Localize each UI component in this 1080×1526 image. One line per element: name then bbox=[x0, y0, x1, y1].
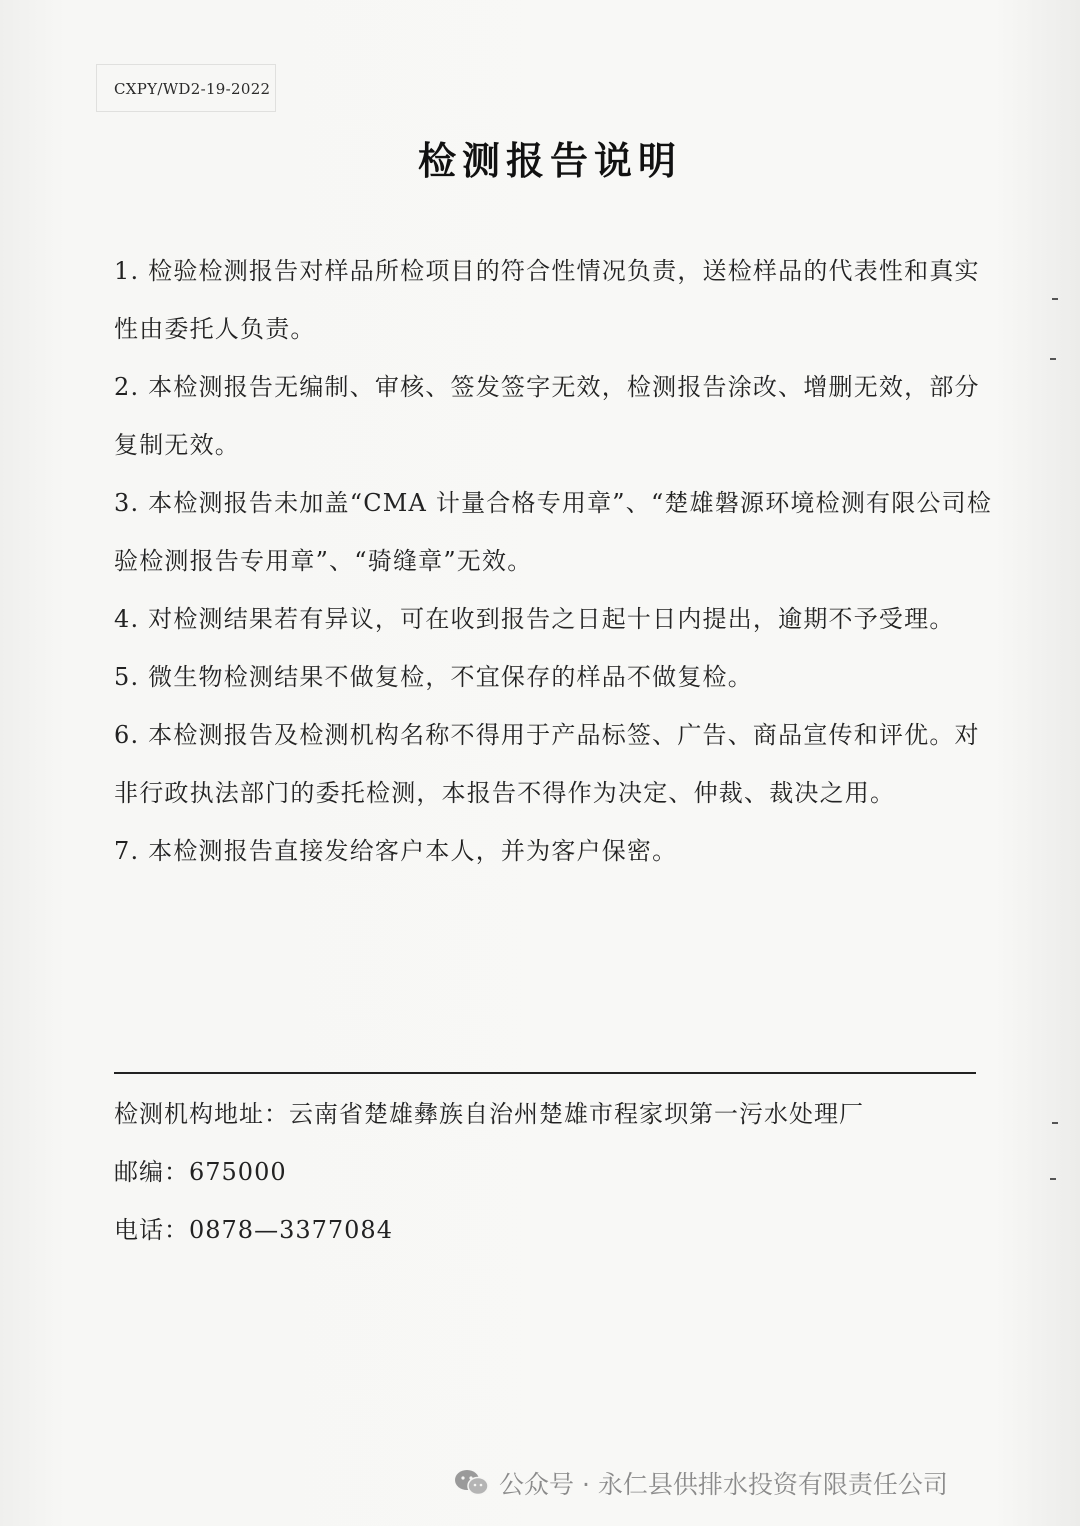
notice-item: 1. 检验检测报告对样品所检项目的符合性情况负责，送检样品的代表性和真实性由委托人负责。 bbox=[114, 257, 980, 343]
scan-mark bbox=[1050, 358, 1056, 360]
scan-mark bbox=[1050, 1178, 1056, 1180]
notice-item: 5. 微生物检测结果不做复检，不宜保存的样品不做复检。 bbox=[114, 663, 753, 691]
notice-item: 2. 本检测报告无编制、审核、签发签字无效，检测报告涂改、增删无效，部分复制无效。 bbox=[114, 373, 980, 459]
notice-list bbox=[114, 242, 994, 880]
wechat-icon bbox=[453, 1468, 491, 1498]
divider-line bbox=[114, 1072, 976, 1074]
document-code: CXPY/WD2-19-2022 bbox=[114, 80, 271, 98]
phone-line: 电话：0878—3377084 bbox=[114, 1216, 393, 1244]
address-line: 检测机构地址：云南省楚雄彝族自治州楚雄市程家坝第一污水处理厂 bbox=[114, 1100, 864, 1128]
contact-block bbox=[114, 1085, 994, 1259]
wechat-watermark bbox=[453, 1463, 948, 1503]
watermark-text: 公众号 · 永仁县供排水投资有限责任公司 bbox=[499, 1470, 948, 1499]
postcode-line: 邮编：675000 bbox=[114, 1158, 287, 1186]
scan-mark bbox=[1052, 298, 1058, 300]
scan-mark bbox=[1052, 1122, 1058, 1124]
page-title: 检测报告说明 bbox=[417, 138, 682, 183]
notice-item: 6. 本检测报告及检测机构名称不得用于产品标签、广告、商品宣传和评优。对非行政执法部门的委托检测，本报告不得作为决定、仲裁、裁决之用。 bbox=[114, 721, 980, 807]
notice-item: 3. 本检测报告未加盖“CMA 计量合格专用章”、“楚雄磐源环境检测有限公司检验检测报告专用章”、“骑缝章”无效。 bbox=[114, 489, 993, 575]
notice-item: 4. 对检测结果若有异议，可在收到报告之日起十日内提出，逾期不予受理。 bbox=[114, 605, 955, 633]
notice-item: 7. 本检测报告直接发给客户本人，并为客户保密。 bbox=[114, 837, 678, 865]
